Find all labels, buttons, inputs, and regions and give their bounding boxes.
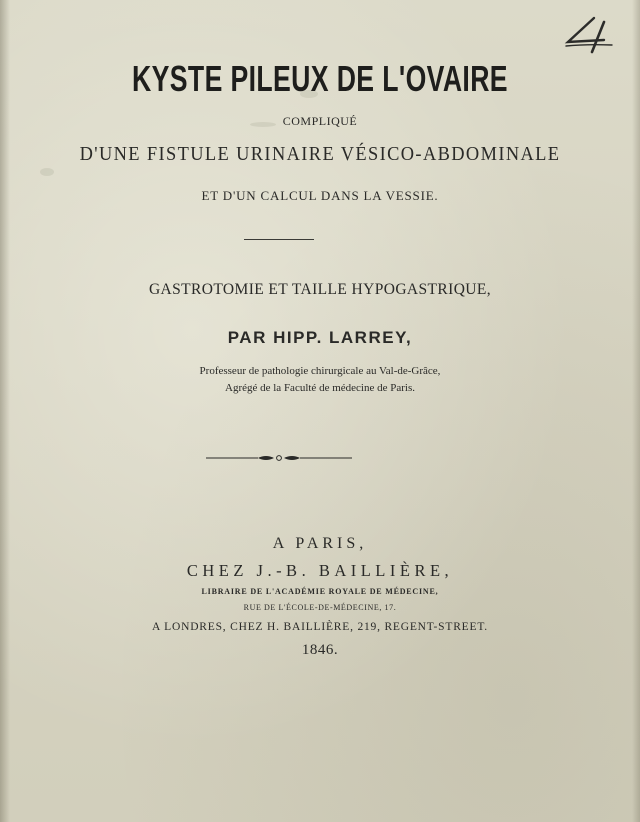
- imprint-london: A LONDRES, CHEZ H. BAILLIÈRE, 219, REGENT-STREET.: [152, 621, 488, 633]
- subtitle-calcul: ET D'UN CALCUL DANS LA VESSIE.: [201, 188, 439, 203]
- folio-number: [560, 14, 620, 54]
- imprint-street: RUE DE L'ÉCOLE-DE-MÉDECINE, 17.: [243, 603, 397, 612]
- imprint-publisher: CHEZ J.-B. BAILLIÈRE,: [186, 561, 454, 580]
- handwritten-folio-icon: [560, 14, 620, 54]
- main-title: KYSTE PILEUX DE L'OVAIRE: [132, 58, 508, 99]
- author-name: PAR HIPP. LARREY,: [227, 328, 413, 347]
- paper-stain: [40, 168, 54, 176]
- procedure-title: GASTROTOMIE ET TAILLE HYPOGASTRIQUE,: [148, 281, 492, 298]
- subtitle-complique: COMPLIQUÉ: [282, 114, 358, 128]
- subtitle-fistule: D'UNE FISTULE URINAIRE VÉSICO-ABDOMINALE: [79, 143, 561, 165]
- imprint-year: 1846.: [301, 642, 339, 658]
- ornament-divider-icon: [206, 452, 352, 464]
- divider-rule: [244, 239, 314, 240]
- author-affiliation-2: Agrégé de la Faculté de médecine de Paris.: [225, 382, 415, 394]
- imprint-bookseller: LIBRAIRE DE L'ACADÉMIE ROYALE DE MÉDECINE,: [201, 587, 439, 596]
- imprint-city: A PARIS,: [272, 535, 368, 552]
- author-affiliation-1: Professeur de pathologie chirurgicale au Val-de-Grâce,: [199, 365, 441, 377]
